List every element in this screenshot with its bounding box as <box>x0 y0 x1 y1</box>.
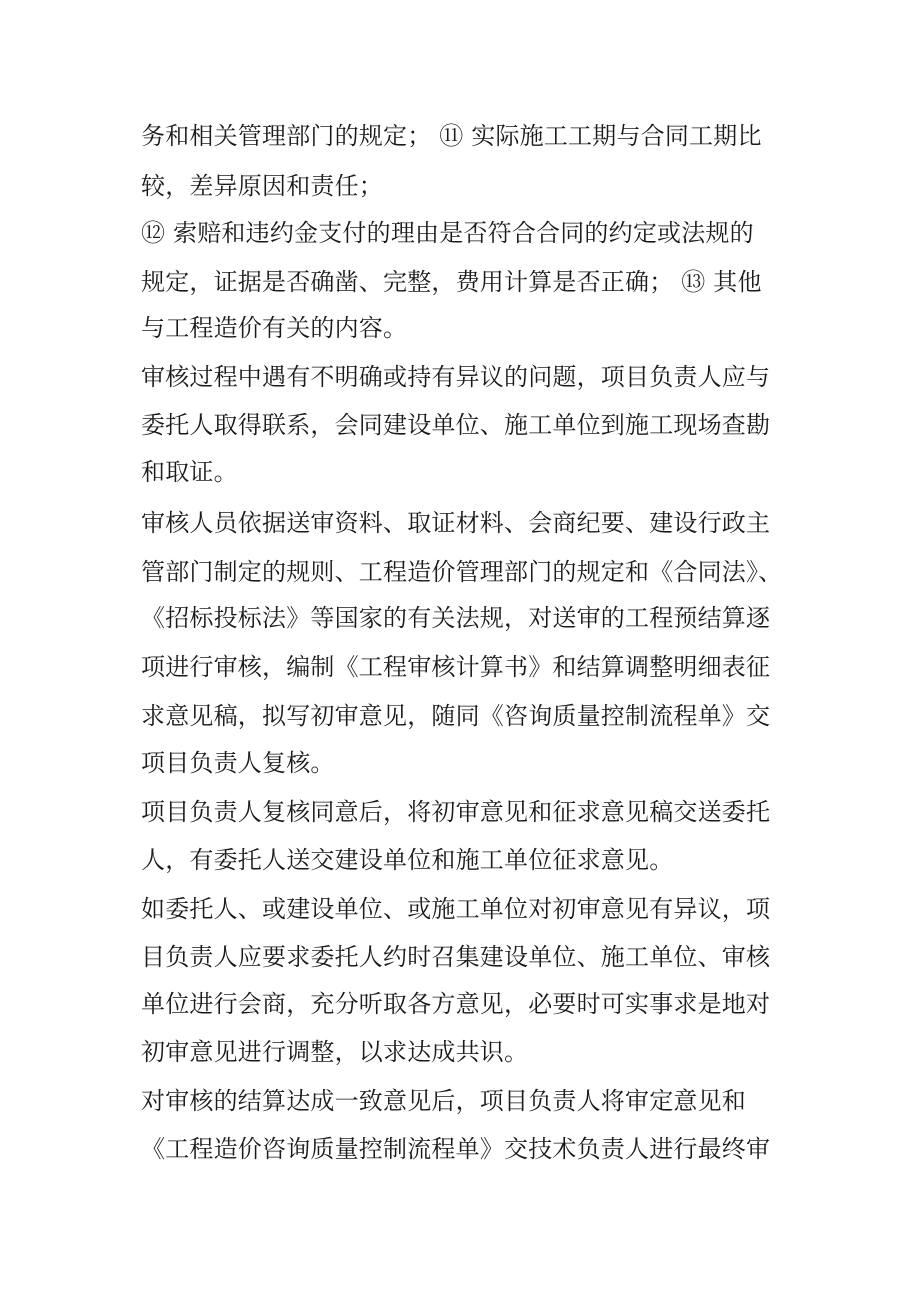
text-line: 委托人取得联系，会同建设单位、施工单位到施工现场查勘 <box>141 411 771 439</box>
text-line: 和取证。 <box>141 458 238 486</box>
text-line: 较，差异原因和责任； <box>141 172 383 200</box>
text-line: 规定，证据是否确凿、完整，费用计算是否正确； ⑬ 其他 <box>141 268 762 296</box>
text-line: 求意见稿，拟写初审意见，随同《咨询质量控制流程单》交 <box>141 702 771 730</box>
text-line: 项进行审核，编制《工程审核计算书》和结算调整明细表征 <box>141 653 771 681</box>
text-line: 单位进行会商，充分听取各方意见，必要时可实事求是地对 <box>141 990 771 1018</box>
text-line: 审核人员依据送审资料、取证材料、会商纪要、建设行政主 <box>141 509 771 537</box>
text-line: 初审意见进行调整，以求达成共识。 <box>141 1038 529 1066</box>
text-line: 审核过程中遇有不明确或持有异议的问题，项目负责人应与 <box>141 363 771 391</box>
text-line: 《工程造价咨询质量控制流程单》交技术负责人进行最终审 <box>141 1135 771 1163</box>
text-line: 务和相关管理部门的规定； ⑪ 实际施工工期与合同工期比 <box>141 122 762 150</box>
text-line: 与工程造价有关的内容。 <box>141 314 408 342</box>
text-line: ⑫ 索赔和违约金支付的理由是否符合合同的约定或法规的 <box>141 219 754 247</box>
text-line: 项目负责人复核同意后，将初审意见和征求意见稿交送委托 <box>141 798 771 826</box>
text-line: 如委托人、或建设单位、或施工单位对初审意见有异议，项 <box>141 895 771 923</box>
text-line: 人，有委托人送交建设单位和施工单位征求意见。 <box>141 846 674 874</box>
text-line: 《招标投标法》等国家的有关法规，对送审的工程预结算逐 <box>141 604 771 632</box>
text-line: 对审核的结算达成一致意见后，项目负责人将审定意见和 <box>141 1087 746 1115</box>
text-line: 管部门制定的规则、工程造价管理部门的规定和《合同法》、 <box>141 558 783 586</box>
text-line: 项目负责人复核。 <box>141 749 335 777</box>
text-line: 目负责人应要求委托人约时召集建设单位、施工单位、审核 <box>141 943 771 971</box>
